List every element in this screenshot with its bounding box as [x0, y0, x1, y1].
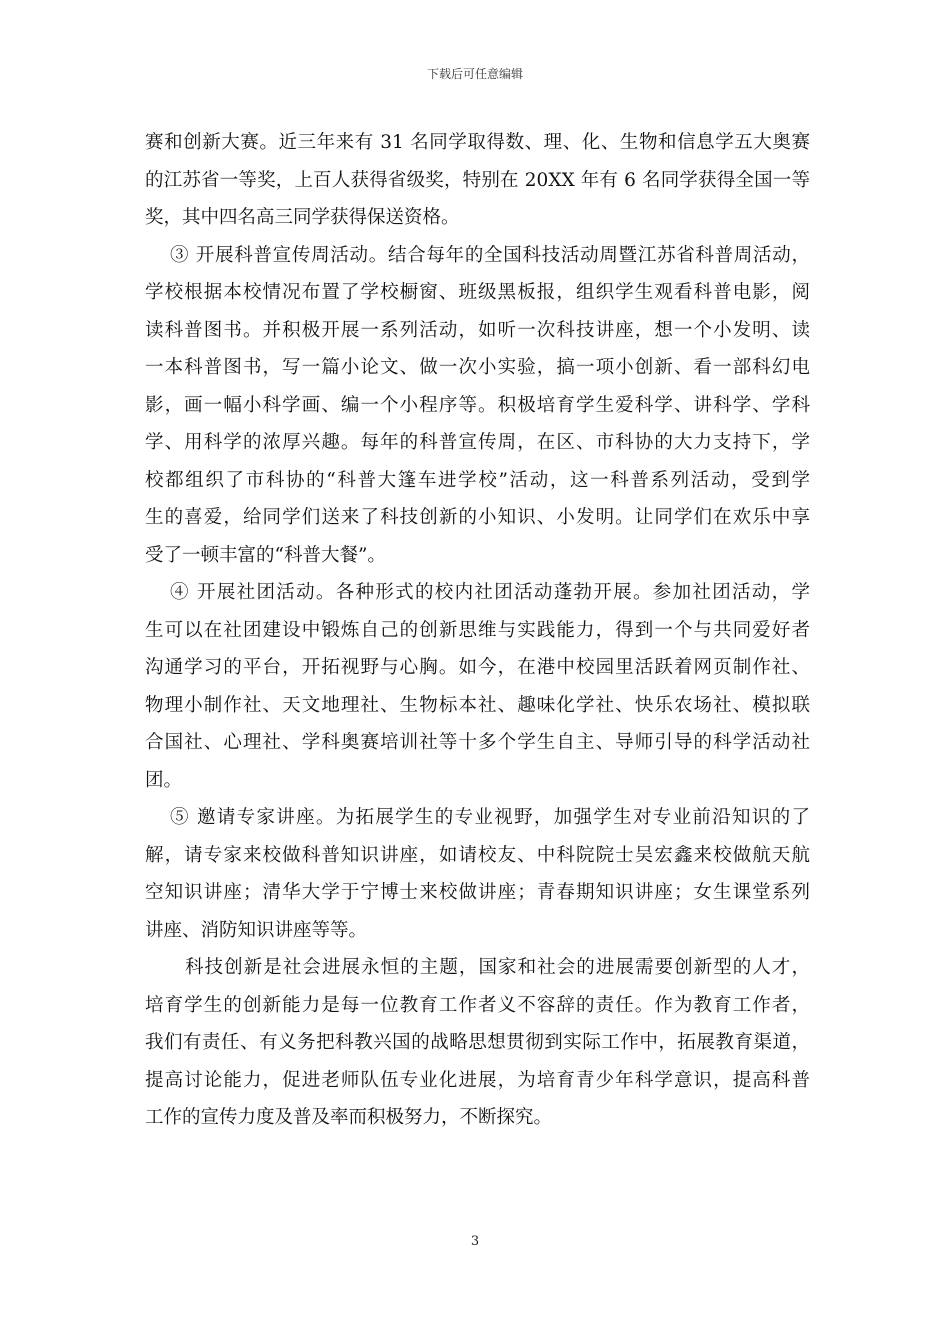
- text-line: 受了一顿丰富的“科普大餐”。: [145, 544, 386, 566]
- text-line: 物理小制作社、天文地理社、生物标本社、趣味化学社、快乐农场社、模拟联: [145, 694, 810, 716]
- text-line: 生的喜爱，给同学们送来了科技创新的小知识、小发明。让同学们在欢乐中享: [145, 507, 810, 528]
- text-line: 的江苏省一等奖，上百人获得省级奖，特别在 20XX 年有 6 名同学获得全国一等: [145, 169, 810, 191]
- page-header: 下载后可任意编辑: [426, 67, 523, 81]
- text-line: 影，画一幅小科学画、编一个小程序等。积极培育学生爱科学、讲科学、学科: [145, 394, 810, 416]
- paragraph-club-activities: [145, 574, 810, 799]
- text-line: 科技创新是社会进展永恒的主题，国家和社会的进展需要创新型的人才，: [185, 957, 810, 978]
- text-line: 学校根据本校情况布置了学校橱窗、班级黑板报，组织学生观看科普电影，阅: [145, 282, 810, 303]
- paragraph-science-week: [145, 237, 810, 575]
- text-line: 工作的宣传力度及普及率而积极努力，不断探究。: [145, 1107, 553, 1128]
- text-line: 团。: [145, 769, 183, 791]
- text-line: ⑤ 邀请专家讲座。为拓展学生的专业视野，加强学生对专业前沿知识的了: [170, 807, 810, 828]
- text-line: 解，请专家来校做科普知识讲座，如请校友、中科院院士吴宏鑫来校做航天航: [145, 844, 810, 866]
- text-line: 奖，其中四名高三同学获得保送资格。: [145, 207, 460, 228]
- document-body: [145, 124, 810, 1137]
- paragraph-expert-lectures: [145, 799, 810, 949]
- text-line: 一本科普图书，写一篇小论文、做一次小实验，搞一项小创新、看一部科幻电: [145, 357, 810, 378]
- text-line: 我们有责任、有义务把科教兴国的战略思想贯彻到实际工作中，拓展教育渠道，: [145, 1032, 810, 1053]
- text-line: ④ 开展社团活动。各种形式的校内社团活动蓬勃开展。参加社团活动，学: [170, 582, 810, 603]
- text-line: 合国社、心理社、学科奥赛培训社等十多个学生自主、导师引导的科学活动社: [145, 732, 810, 753]
- text-line: 讲座、消防知识讲座等等。: [145, 919, 368, 941]
- text-line: 培育学生的创新能力是每一位教育工作者义不容辞的责任。作为教育工作者，: [145, 994, 810, 1016]
- text-line: ③ 开展科普宣传周活动。结合每年的全国科技活动周暨江苏省科普周活动，: [170, 244, 810, 266]
- text-line: 学、用科学的浓厚兴趣。每年的科普宣传周，在区、市科协的大力支持下，学: [145, 432, 810, 453]
- paragraph-conclusion: [145, 949, 810, 1137]
- text-line: 读科普图书。并积极开展一系列活动，如听一次科技讲座，想一个小发明、读: [145, 319, 810, 341]
- text-line: 空知识讲座；清华大学于宁博士来校做讲座；青春期知识讲座；女生课堂系列: [145, 882, 810, 903]
- text-line: 提高讨论能力，促进老师队伍专业化进展，为培育青少年科学意识，提高科普: [145, 1069, 810, 1091]
- text-line: 赛和创新大赛。近三年来有 31 名同学取得数、理、化、生物和信息学五大奥赛: [145, 132, 810, 153]
- page-number: 3: [470, 1234, 480, 1249]
- paragraph-competition-results: [145, 124, 810, 237]
- text-line: 沟通学习的平台，开拓视野与心胸。如今，在港中校园里活跃着网页制作社、: [145, 657, 810, 678]
- text-line: 生可以在社团建设中锻炼自己的创新思维与实践能力，得到一个与共同爱好者: [145, 619, 810, 641]
- text-line: 校都组织了市科协的“科普大篷车进学校”活动，这一科普系列活动，受到学: [145, 469, 810, 491]
